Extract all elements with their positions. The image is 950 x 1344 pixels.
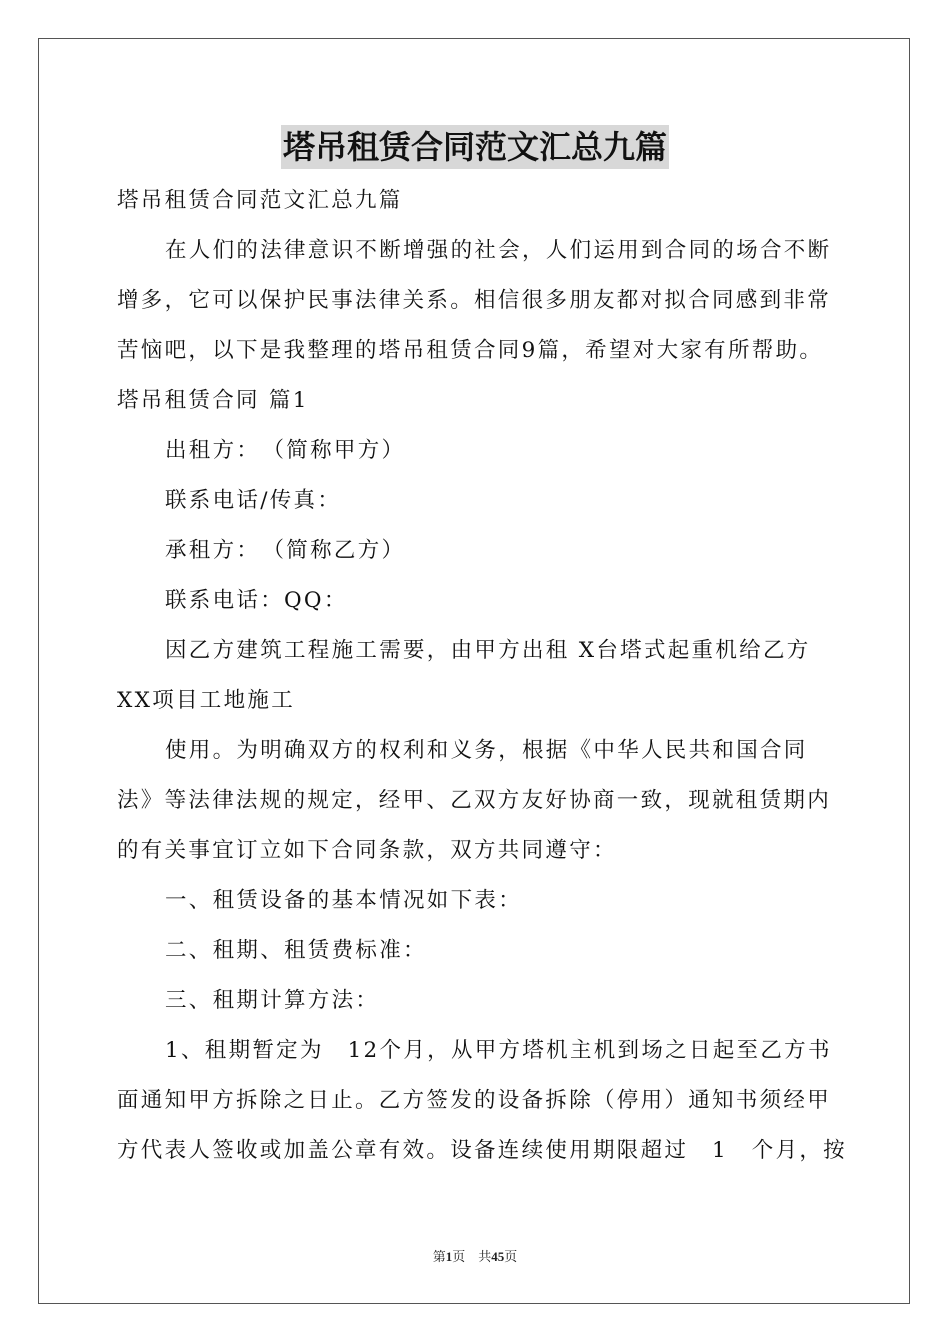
document-title: 塔吊租赁合同范文汇总九篇 (281, 125, 669, 169)
body-line: 出租方： （简称甲方） (165, 438, 406, 463)
body-line: 塔吊租赁合同范文汇总九篇 (117, 188, 403, 213)
page-prefix: 第 (432, 1249, 446, 1264)
body-line: 面通知甲方拆除之日止。乙方签发的设备拆除（停用）通知书须经甲 (117, 1088, 832, 1113)
body-line: 三、租期计算方法： (165, 988, 380, 1013)
body-line: 增多，它可以保护民事法律关系。相信很多朋友都对拟合同感到非常 (117, 288, 832, 313)
page-footer (0, 1246, 950, 1265)
body-line: 的有关事宜订立如下合同条款，双方共同遵守： (117, 838, 617, 863)
body-line: 法》等法律法规的规定，经甲、乙双方友好协商一致，现就租赁期内 (117, 788, 832, 813)
body-line: 因乙方建筑工程施工需要，由甲方出租 X台塔式起重机给乙方 (165, 638, 811, 663)
body-line: 在人们的法律意识不断增强的社会，人们运用到合同的场合不断 (165, 238, 832, 263)
total-unit: 页 (504, 1249, 518, 1264)
body-line: 联系电话/传真： (165, 488, 342, 513)
body-line: 使用。为明确双方的权利和义务，根据《中华人民共和国合同 (165, 738, 808, 763)
page-unit: 页 (452, 1249, 466, 1264)
body-line: 苦恼吧，以下是我整理的塔吊租赁合同9篇，希望对大家有所帮助。 (117, 338, 824, 363)
section-heading: 塔吊租赁合同 篇1 (117, 388, 309, 413)
body-line: 1、租期暂定为 12个月，从甲方塔机主机到场之日起至乙方书 (165, 1038, 832, 1063)
current-page-number: 1 (445, 1249, 453, 1264)
body-line: 二、租期、租赁费标准： (165, 938, 427, 963)
body-line: 承租方： （简称乙方） (165, 538, 406, 563)
body-line: 联系电话：QQ： (165, 588, 348, 613)
total-prefix: 共 (478, 1249, 492, 1264)
document-body (117, 176, 847, 1176)
body-line: XX项目工地施工 (117, 688, 296, 713)
body-line: 一、租赁设备的基本情况如下表： (165, 888, 523, 913)
total-page-count: 45 (491, 1249, 505, 1264)
body-line: 方代表人签收或加盖公章有效。设备连续使用期限超过 1 个月，按 (117, 1138, 847, 1163)
title-container (0, 125, 950, 169)
